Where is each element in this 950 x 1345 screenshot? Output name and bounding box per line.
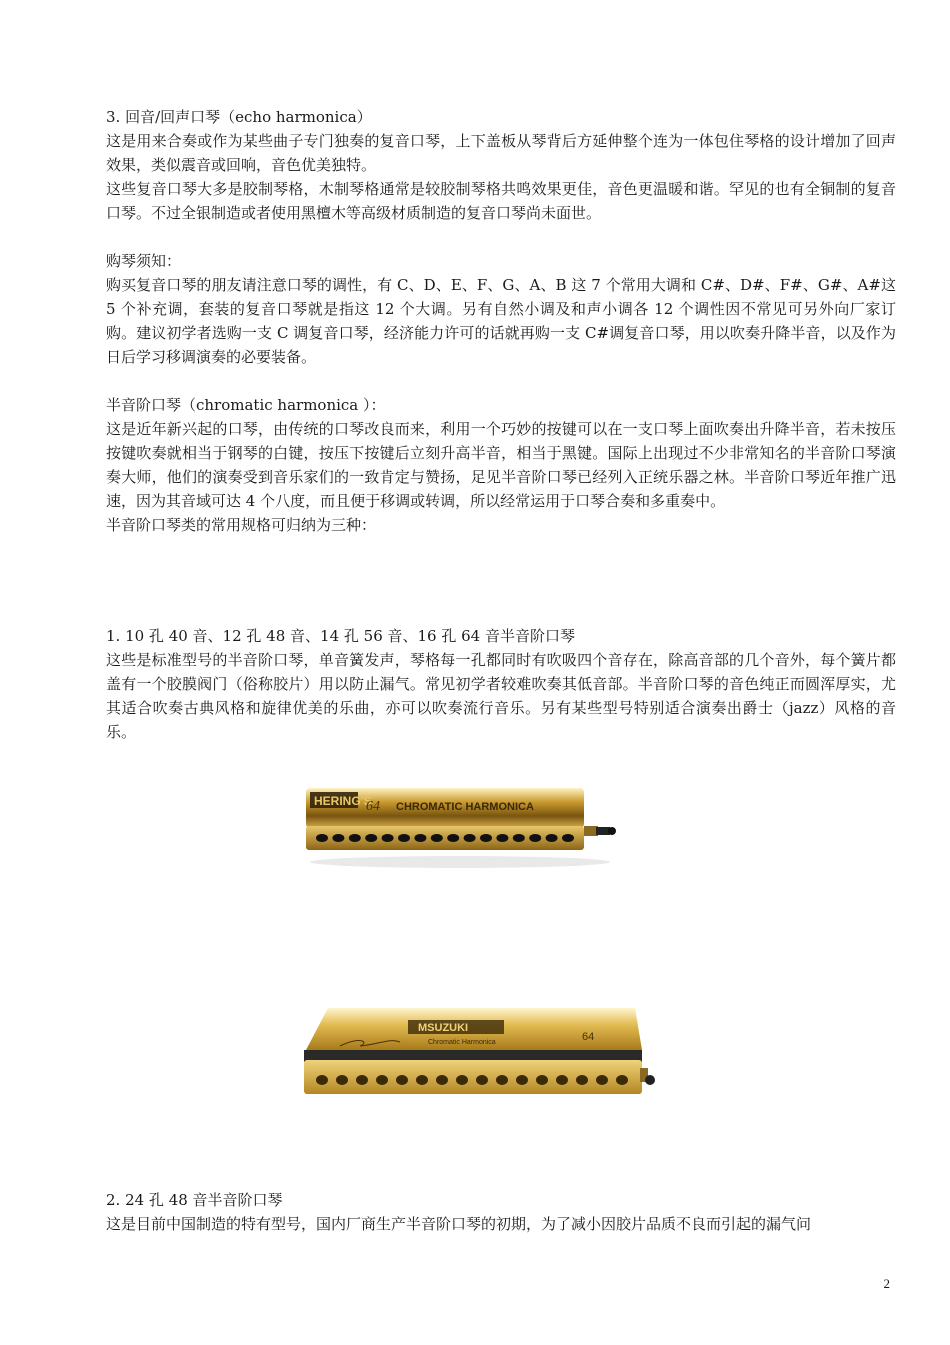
harmonica-hole [464, 834, 476, 842]
harmonica-hole [365, 834, 377, 842]
harmonica-image-suzuki [300, 1000, 655, 1104]
harmonica-hole [476, 1075, 488, 1085]
chromatic-heading: 半音阶口琴（chromatic harmonica ）： [106, 396, 386, 414]
harmonica-hole [416, 1075, 428, 1085]
harmonica-hole [382, 834, 394, 842]
spec2-heading: 2. 24 孔 48 音半音阶口琴 [106, 1191, 283, 1209]
suzuki-model-text: Chromatic Harmonica [428, 1039, 496, 1046]
harmonica-hole [576, 1075, 588, 1085]
suzuki-badge-text: 64 [582, 1031, 595, 1043]
text-block-spec2 [106, 1188, 896, 1236]
harmonica-hole [414, 834, 426, 842]
suzuki-brand-text: MSUZUKI [418, 1022, 469, 1034]
harmonica-hole [546, 834, 558, 842]
harmonica-hole [513, 834, 525, 842]
harmonica-hole [349, 834, 361, 842]
harmonica-image-herings [300, 782, 620, 872]
harmonica-hole [336, 1075, 348, 1085]
harmonica-hole [396, 1075, 408, 1085]
harmonica-hole [616, 1075, 628, 1085]
harmonica-suzuki-svg [300, 1000, 655, 1104]
buying-heading: 购琴须知： [106, 252, 182, 270]
harmonica-herings-svg [300, 782, 620, 872]
harmonica-hole [496, 1075, 508, 1085]
harmonica-hole [332, 834, 344, 842]
text-block-top [106, 105, 896, 537]
chromatic-paragraph: 这是近年新兴起的口琴，由传统的口琴改良而来，利用一个巧妙的按键可以在一支口琴上面吹奏出升降半音，若未按压按键吹奏就相当于钢琴的白键，按压下按键后立刻升高半音，相当于黑键。国际上出现过不少非常知名的半音阶口琴演奏大师，他们的演奏受到音乐家们的一致肯定与赞扬，足见半音阶口琴已经列入正统乐器之林。半音阶口琴近年推广迅速，因为其音域可达 4 个八度，而且便于移调或转调，所以经常运用于口琴合奏和多重奏中。 [106, 420, 896, 510]
harmonica-hole [536, 1075, 548, 1085]
harmonica-hole [376, 1075, 388, 1085]
harmonica-hole [356, 1075, 368, 1085]
herings-model-text: CHROMATIC HARMONICA [396, 801, 534, 813]
echo-paragraph-2: 这些复音口琴大多是胶制琴格，木制琴格通常是较胶制琴格共鸣效果更佳，音色更温暖和谐。罕见的也有全铜制的复音口琴。不过全银制造或者使用黑檀木等高级材质制造的复音口琴尚未面世。 [106, 180, 896, 222]
spec1-paragraph: 这些是标准型号的半音阶口琴，单音簧发声，琴格每一孔都同时有吹吸四个音存在，除高音部的几个音外，每个簧片都盖有一个胶膜阀门（俗称胶片）用以防止漏气。常见初学者较难吹奏其低音部。半音阶口琴的音色纯正而圆浑厚实，尤其适合吹奏古典风格和旋律优美的乐曲，亦可以吹奏流行音乐。另有某些型号特别适合演奏出爵士（jazz）风格的音乐。 [106, 651, 896, 741]
harmonica-hole [596, 1075, 608, 1085]
text-block-spec1 [106, 624, 896, 744]
herings-sub-text: 64 [366, 799, 380, 814]
harmonica-hole [316, 834, 328, 842]
spec2-paragraph: 这是目前中国制造的特有型号，国内厂商生产半音阶口琴的初期，为了减小因胶片品质不良而引起的漏气问 [106, 1215, 812, 1233]
spec1-heading: 1. 10 孔 40 音、12 孔 48 音、14 孔 56 音、16 孔 64 音半音阶口琴 [106, 627, 575, 645]
harmonica-hole [398, 834, 410, 842]
page-number: 2 [883, 1276, 890, 1291]
harmonica-hole [316, 1075, 328, 1085]
harmonica-hole [529, 834, 541, 842]
harmonica-hole [516, 1075, 528, 1085]
harmonica-hole [480, 834, 492, 842]
buying-paragraph: 购买复音口琴的朋友请注意口琴的调性，有 C、D、E、F、G、A、B 这 7 个常用大调和 C#、D#、F#、G#、A#这 5 个补充调，套装的复音口琴就是指这 12 个大调。另有自然小调及和声小调各 12 个调性因不常见可另外向厂家订购。建议初学者选购一支 C 调复音口琴，经济能力许可的话就再购一支 C#调复音口琴，用以吹奏升降半音，以及作为日后学习移调演奏的必要装备。 [106, 276, 896, 366]
harmonica-hole [556, 1075, 568, 1085]
echo-heading: 3. 回音/回声口琴（echo harmonica） [106, 108, 372, 126]
harmonica-hole [456, 1075, 468, 1085]
echo-paragraph-1: 这是用来合奏或作为某些曲子专门独奏的复音口琴，上下盖板从琴背后方延伸整个连为一体包住琴格的设计增加了回声效果，类似震音或回响，音色优美独特。 [106, 132, 896, 174]
harmonica-hole [496, 834, 508, 842]
harmonica-hole [562, 834, 574, 842]
harmonica-hole [431, 834, 443, 842]
herings-brand-text: HERING'S [314, 794, 372, 808]
harmonica-hole [447, 834, 459, 842]
harmonica-hole [436, 1075, 448, 1085]
chromatic-summary: 半音阶口琴类的常用规格可归纳为三种： [106, 516, 377, 534]
